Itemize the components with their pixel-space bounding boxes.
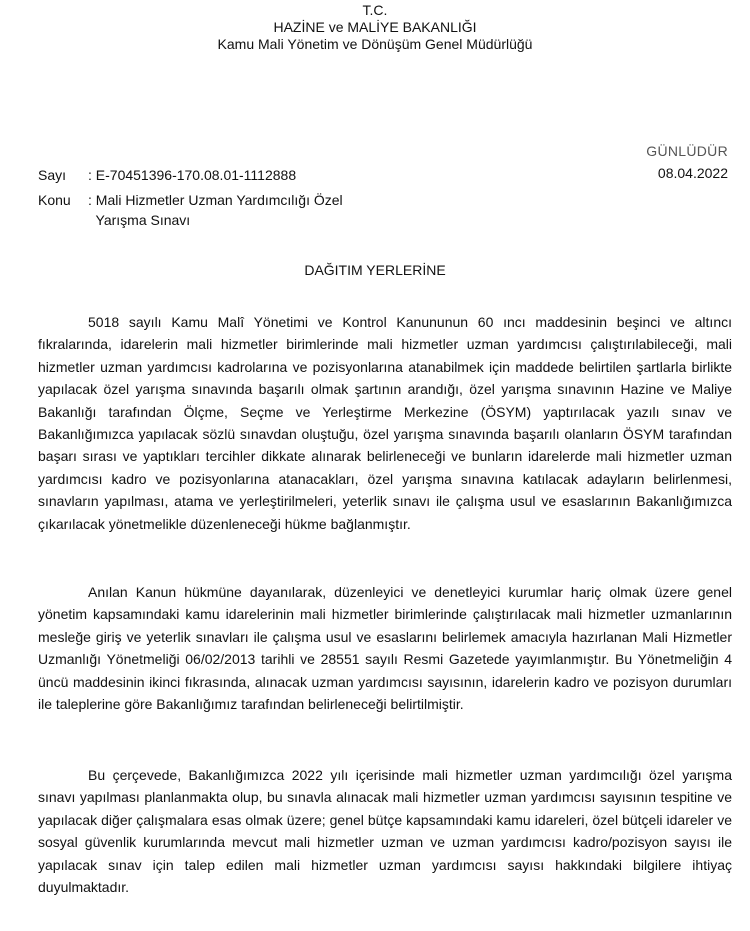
letterhead-state: T.C.: [362, 2, 388, 18]
urgency-label: GÜNLÜDÜR: [646, 143, 728, 159]
body-paragraph: 5018 sayılı Kamu Malî Yönetimi ve Kontrol Kanununun 60 ıncı maddesinin beşinci ve altıncı fıkralarında, idarelerin mali hizmetler birimlerinde mali hizmetler uzman yardımcısı çalıştırılabileceği, mali hizmetler uzman yardımcısı kadrolarına ve pozisyonlarına atanabilmek için maddede belirtilen şartlarla birlikte yapılacak özel yarışma sınavında başarılı olmak şartının arandığı, özel yarışma sınavının Hazine ve Maliye Bakanlığı tarafından Ölçme, Seçme ve Yerleştirme Merkezine (ÖSYM) yaptırılacak yazılı sınav ve Bakanlığımızca yapılacak sözlü sınavdan oluştuğu, özel yarışma sınavında başarılı olanların ÖSYM tarafından başarı sırası ve yaptıkları tercihler dikkate alınarak belirleneceği ve bunların idarelerde mali hizmetler uzman yardımcısı kadro ve pozisyonlarına atanacakları, özel yarışma sınavına katılacak adayların belirlenmesi, sınavların yapılması, atama ve yerleştirilmeleri, yeterlik sınavı ile çalışma usul ve esaslarının Bakanlığımızca çıkarılacak yönetmelikle düzenleneceği hükme bağlanmıştır.: [38, 314, 732, 532]
document-meta: [38, 165, 598, 230]
body-paragraph-3-block: [38, 764, 732, 898]
sayi-value: : E-70451396-170.08.01-1112888: [88, 167, 297, 183]
document-date: 08.04.2022: [657, 165, 728, 181]
konu-value: [88, 190, 598, 230]
body-paragraph-2-block: [38, 581, 732, 715]
sayi-row: [38, 165, 598, 185]
konu-label: Konu: [38, 192, 71, 208]
body-paragraph: Anılan Kanun hükmüne dayanılarak, düzenleyici ve denetleyici kurumlar hariç olmak üzere genel yönetim kapsamındaki kamu idarelerinin mali hizmetler birimlerinde çalıştırılacak mali hizmetler uzmanlarının mesleğe giriş ve yeterlik sınavları ile çalışma usul ve esaslarını belirlemek amacıyla hazırlanan Mali Hizmetler Uzmanlığı Yönetmeliği 06/02/2013 tarihli ve 28551 sayılı Resmi Gazetede yayımlanmıştır. Bu Yönetmeliğin 4 üncü maddesinin ikinci fıkrasında, alınacak uzman yardımcısı sayısının, idarelerin kadro ve pozisyon durumları ile taleplerine göre Bakanlığımız tarafından belirleneceği belirtilmiştir.: [38, 584, 732, 713]
body-paragraph-1-block: [38, 311, 732, 535]
konu-value-line2: Yarışma Sınavı: [88, 212, 191, 228]
addressee: DAĞITIM YERLERİNE: [304, 262, 446, 278]
letterhead-directorate: Kamu Mali Yönetim ve Dönüşüm Genel Müdürlüğü: [217, 36, 533, 52]
body-paragraph: Bu çerçevede, Bakanlığımızca 2022 yılı içerisinde mali hizmetler uzman yardımcılığı özel yarışma sınavı yapılması planlanmakta olup, bu sınavla alınacak mali hizmetler uzman yardımcısı sayısının tespitine ve yapılacak diğer çalışmalara esas olmak üzere; genel bütçe kapsamındaki kamu idareleri, özel bütçeli idareler ve sosyal güvenlik kurumlarında mevcut mali hizmetler uzman ve uzman yardımcısı kadro/pozisyon sayısı ile yapılacak sınav için talep edilen mali hizmetler uzman yardımcısı sayısı hakkındaki bilgilere ihtiyaç duyulmaktadır.: [38, 767, 732, 896]
letterhead: [0, 0, 750, 53]
konu-value-line1: : Mali Hizmetler Uzman Yardımcılığı Özel: [88, 192, 343, 208]
konu-row: [38, 190, 598, 230]
sayi-label: Sayı: [38, 167, 67, 183]
letterhead-ministry: HAZİNE ve MALİYE BAKANLIĞI: [273, 19, 477, 35]
